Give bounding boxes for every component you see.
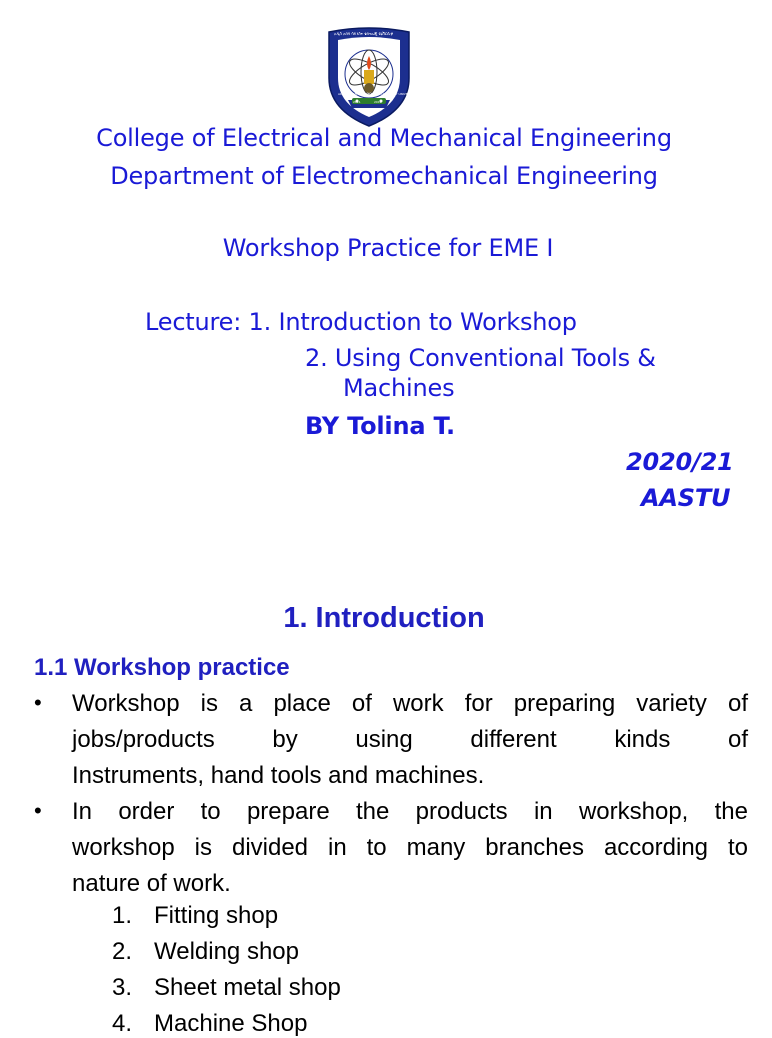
logo-ring-text-top: አዲስ አበባ ሳይንስና ቴክኖሎጂ ዩኒቨርሲቲ — [334, 31, 393, 36]
section-heading: 1. Introduction — [283, 602, 485, 634]
bullet-1-line-1: Workshop is a place of work for preparing variety of — [72, 690, 748, 717]
list-text: Welding shop — [154, 938, 299, 965]
institution: AASTU — [641, 484, 731, 512]
bullet-2-line-2: workshop is divided in to many branches according to — [72, 834, 748, 861]
bullet-dot: • — [34, 690, 42, 715]
bullet-paragraph-1 — [72, 686, 748, 794]
bullet-2-line-3: nature of work. — [72, 870, 231, 897]
department-name: Department of Electromechanical Engineering — [110, 162, 658, 190]
list-number: 1. — [112, 902, 133, 929]
list-text: Machine Shop — [154, 1010, 308, 1037]
list-number: 2. — [112, 938, 133, 965]
logo-ring-text-bottom: ADDIS ABABA SCIENCE & TECHNOLOGY UNIVERSITY — [338, 92, 417, 96]
logo-year-right: 2011 — [374, 100, 382, 104]
college-name: College of Electrical and Mechanical Engineering — [96, 124, 672, 152]
logo-year-left: 2011 — [353, 100, 361, 104]
lecture-line-1: Lecture: 1. Introduction to Workshop — [145, 308, 577, 336]
list-number: 4. — [112, 1010, 133, 1037]
list-text: Fitting shop — [154, 902, 279, 929]
subsection-heading: 1.1 Workshop practice — [34, 654, 290, 681]
bullet-dot: • — [34, 798, 42, 823]
list-item — [112, 974, 341, 1002]
bullet-paragraph-2 — [72, 794, 748, 902]
lecture-line-2b: Machines — [343, 374, 455, 402]
bullet-1-line-3: Instruments, hand tools and machines. — [72, 762, 485, 789]
university-logo — [324, 26, 417, 128]
list-item — [112, 1010, 307, 1038]
course-title: Workshop Practice for EME I — [222, 234, 554, 262]
list-number: 3. — [112, 974, 133, 1001]
academic-year: 2020/21 — [626, 448, 734, 476]
list-item — [112, 902, 278, 930]
list-item — [112, 938, 299, 966]
lecture-line-2: 2. Using Conventional Tools & — [305, 344, 656, 372]
list-text: Sheet metal shop — [154, 974, 341, 1001]
bullet-2-line-1: In order to prepare the products in workshop, the — [72, 798, 748, 825]
author: BY Tolina T. — [305, 412, 455, 440]
bullet-1-line-2: jobs/products by using different kinds of — [72, 726, 748, 753]
